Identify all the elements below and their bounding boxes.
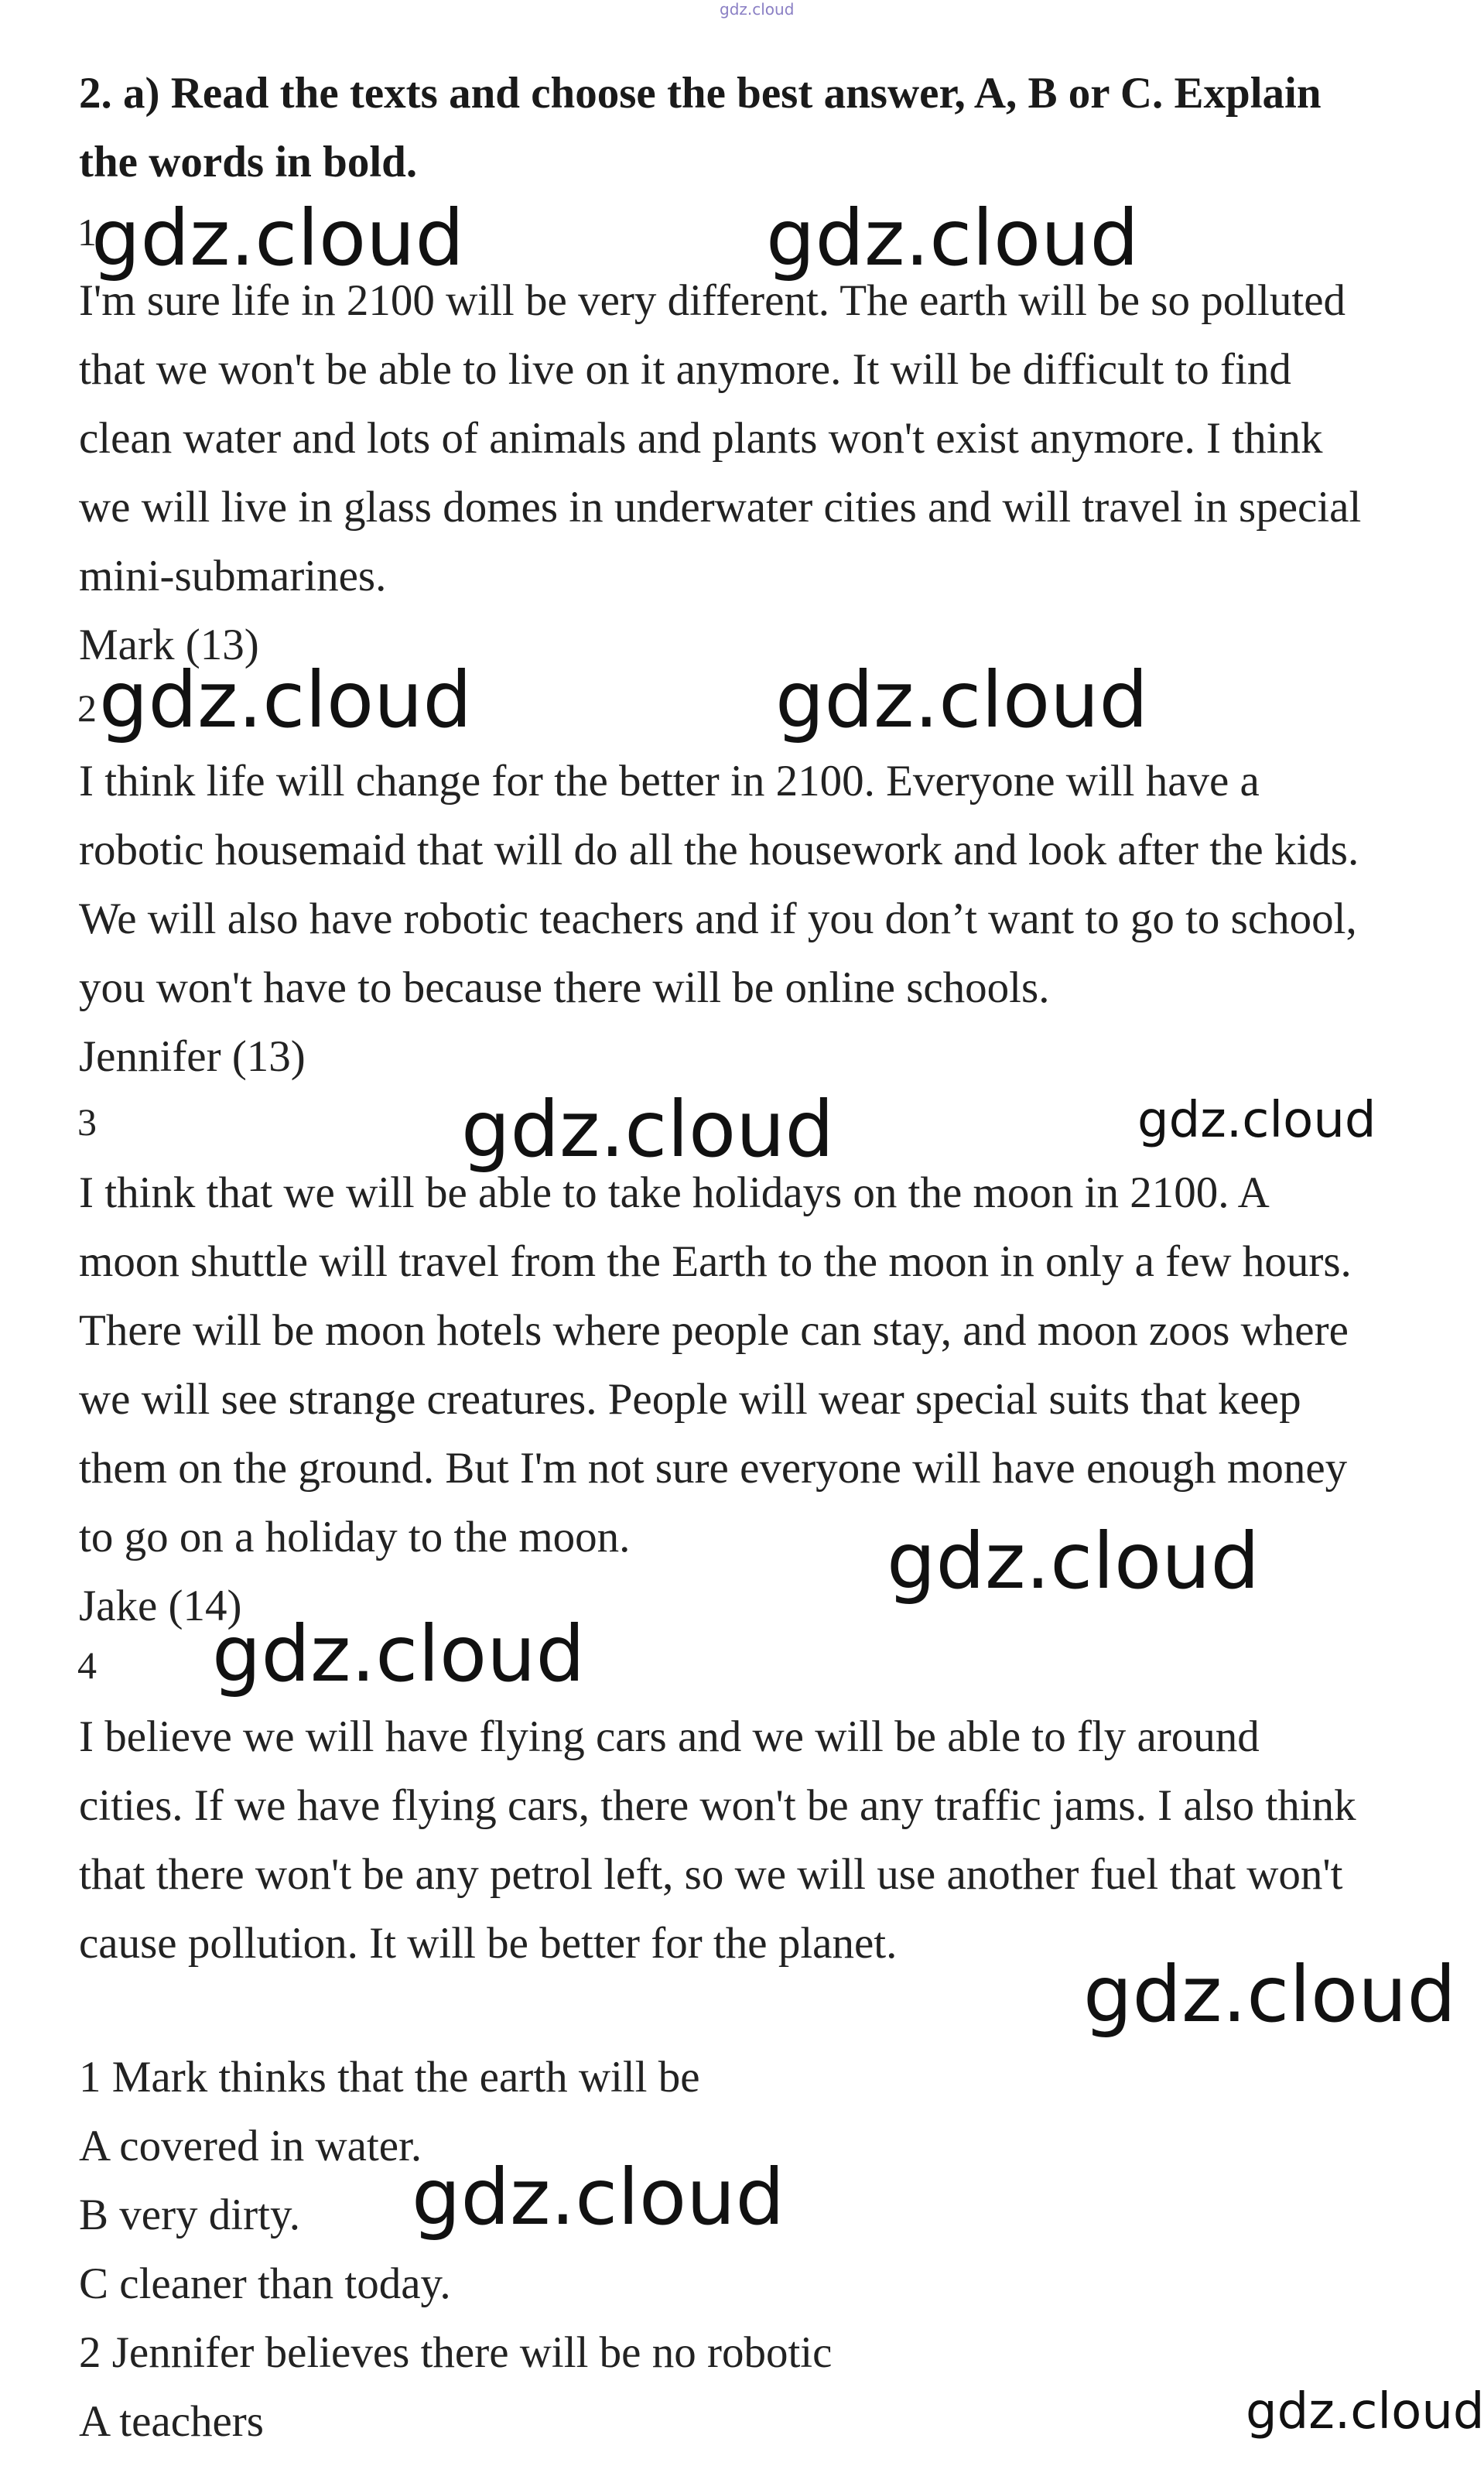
watermark: gdz.cloud <box>461 1084 835 1175</box>
question-1-option-a: A covered in water. <box>79 2122 422 2170</box>
text-3-line: them on the ground. But I'm not sure everyone will have enough money <box>79 1444 1348 1493</box>
text-1-author: Mark (13) <box>79 621 259 669</box>
text-4-line: that there won't be any petrol left, so we will use another fuel that won't <box>79 1850 1343 1899</box>
text-3-line: I think that we will be able to take holidays on the moon in 2100. A <box>79 1168 1270 1217</box>
task-heading-line-1: 2. a) Read the texts and choose the best answer, A, B or C. Explain <box>79 69 1322 118</box>
text-3-line: There will be moon hotels where people can stay, and moon zoos where <box>79 1306 1349 1355</box>
question-1-option-c: C cleaner than today. <box>79 2259 451 2308</box>
watermark: gdz.cloud <box>1137 1092 1376 1149</box>
watermark: gdz.cloud <box>412 2152 785 2242</box>
text-2-line: We will also have robotic teachers and if you don’t want to go to school, <box>79 894 1357 943</box>
text-2-line: I think life will change for the better in 2100. Everyone will have a <box>79 757 1260 805</box>
text-2-line: you won't have to because there will be online schools. <box>79 963 1050 1012</box>
text-4-line: cities. If we have flying cars, there won't be any traffic jams. I also think <box>79 1781 1356 1830</box>
watermark: gdz.cloud <box>1083 1949 1457 2040</box>
text-3-line: to go on a holiday to the moon. <box>79 1513 631 1561</box>
watermark: gdz.cloud <box>99 655 473 745</box>
text-4-line: I believe we will have flying cars and we will be able to fly around <box>79 1712 1260 1761</box>
text-3-line: moon shuttle will travel from the Earth to the moon in only a few hours. <box>79 1237 1352 1286</box>
task-heading-line-2: the words in bold. <box>79 138 418 186</box>
watermark: gdz.cloud <box>887 1516 1260 1606</box>
watermark: gdz.cloud <box>766 193 1140 283</box>
text-number-4: 4 <box>77 1643 97 1687</box>
question-1-option-b: B very dirty. <box>79 2191 301 2239</box>
text-1-line: that we won't be able to live on it anymore. It will be difficult to find <box>79 345 1291 394</box>
question-1-stem: 1 Mark thinks that the earth will be <box>79 2053 700 2102</box>
text-number-3: 3 <box>77 1100 97 1144</box>
text-1-line: clean water and lots of animals and plants won't exist anymore. I think <box>79 414 1323 463</box>
watermark: gdz.cloud <box>212 1609 586 1699</box>
text-3-line: we will see strange creatures. People will wear special suits that keep <box>79 1375 1301 1424</box>
text-number-1: 1 <box>77 210 97 254</box>
text-2-line: robotic housemaid that will do all the housework and look after the kids. <box>79 826 1359 874</box>
text-4-line: cause pollution. It will be better for the planet. <box>79 1919 898 1968</box>
text-1-line: mini-submarines. <box>79 552 387 600</box>
watermark: gdz.cloud <box>1246 2383 1484 2440</box>
watermark: gdz.cloud <box>775 655 1149 745</box>
text-1-line: we will live in glass domes in underwater cities and will travel in special <box>79 483 1362 532</box>
text-1-line: I'm sure life in 2100 will be very different. The earth will be so polluted <box>79 276 1346 325</box>
watermark: gdz.cloud <box>91 193 465 283</box>
text-2-author: Jennifer (13) <box>79 1032 306 1081</box>
text-3-author: Jake (14) <box>79 1582 242 1630</box>
watermark-top: gdz.cloud <box>720 0 795 19</box>
question-2-option-a: A teachers <box>79 2397 264 2446</box>
question-2-stem: 2 Jennifer believes there will be no robotic <box>79 2328 833 2377</box>
text-number-2: 2 <box>77 686 97 730</box>
